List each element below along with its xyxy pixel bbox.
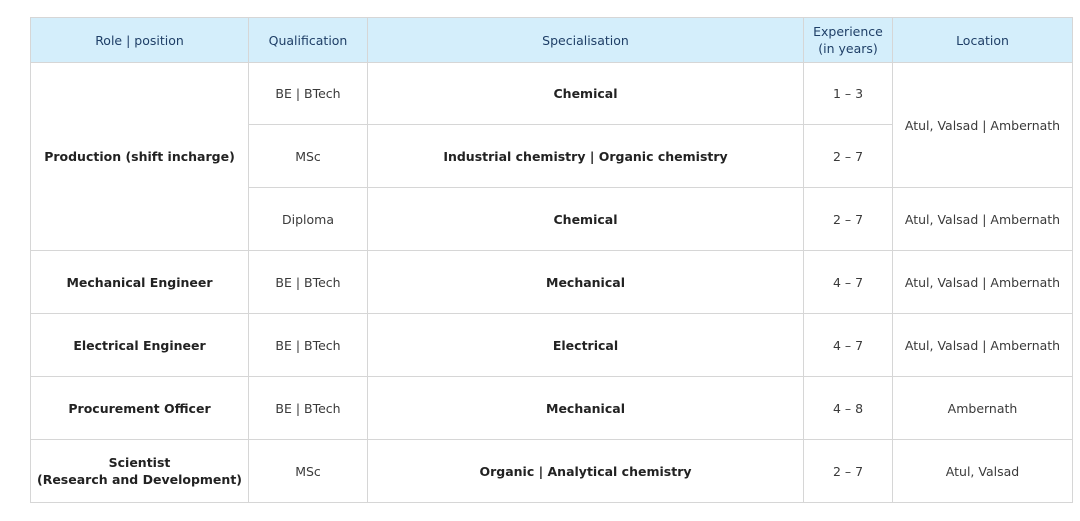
location-cell: Atul, Valsad | Ambernath bbox=[893, 314, 1073, 377]
header-experience: Experience (in years) bbox=[804, 18, 893, 63]
specialisation-cell: Mechanical bbox=[368, 251, 804, 314]
qualification-cell: BE | BTech bbox=[249, 63, 368, 125]
jobs-table bbox=[30, 17, 1073, 503]
table-row bbox=[31, 440, 1073, 503]
table-row bbox=[31, 377, 1073, 440]
specialisation-cell: Chemical bbox=[368, 188, 804, 251]
qualification-cell: MSc bbox=[249, 125, 368, 188]
header-location: Location bbox=[893, 18, 1073, 63]
location-cell: Atul, Valsad | Ambernath bbox=[893, 251, 1073, 314]
table-row bbox=[31, 251, 1073, 314]
table-header-row bbox=[31, 18, 1073, 63]
experience-cell: 4 – 7 bbox=[804, 314, 893, 377]
specialisation-cell: Chemical bbox=[368, 63, 804, 125]
location-cell: Atul, Valsad | Ambernath bbox=[893, 63, 1073, 188]
specialisation-cell: Industrial chemistry | Organic chemistry bbox=[368, 125, 804, 188]
specialisation-cell: Organic | Analytical chemistry bbox=[368, 440, 804, 503]
role-cell: Electrical Engineer bbox=[31, 314, 249, 377]
experience-cell: 2 – 7 bbox=[804, 188, 893, 251]
table-row bbox=[31, 63, 1073, 125]
header-qualification: Qualification bbox=[249, 18, 368, 63]
specialisation-cell: Electrical bbox=[368, 314, 804, 377]
qualification-cell: BE | BTech bbox=[249, 251, 368, 314]
location-cell: Ambernath bbox=[893, 377, 1073, 440]
role-cell: Procurement Officer bbox=[31, 377, 249, 440]
role-cell: Mechanical Engineer bbox=[31, 251, 249, 314]
specialisation-cell: Mechanical bbox=[368, 377, 804, 440]
table-row bbox=[31, 314, 1073, 377]
location-cell: Atul, Valsad bbox=[893, 440, 1073, 503]
experience-cell: 4 – 7 bbox=[804, 251, 893, 314]
qualification-cell: MSc bbox=[249, 440, 368, 503]
experience-cell: 4 – 8 bbox=[804, 377, 893, 440]
experience-cell: 2 – 7 bbox=[804, 125, 893, 188]
experience-cell: 2 – 7 bbox=[804, 440, 893, 503]
header-specialisation: Specialisation bbox=[368, 18, 804, 63]
role-cell: Production (shift incharge) bbox=[31, 63, 249, 251]
qualification-cell: BE | BTech bbox=[249, 314, 368, 377]
role-cell: Scientist (Research and Development) bbox=[31, 440, 249, 503]
header-role: Role | position bbox=[31, 18, 249, 63]
location-cell: Atul, Valsad | Ambernath bbox=[893, 188, 1073, 251]
qualification-cell: Diploma bbox=[249, 188, 368, 251]
qualification-cell: BE | BTech bbox=[249, 377, 368, 440]
experience-cell: 1 – 3 bbox=[804, 63, 893, 125]
